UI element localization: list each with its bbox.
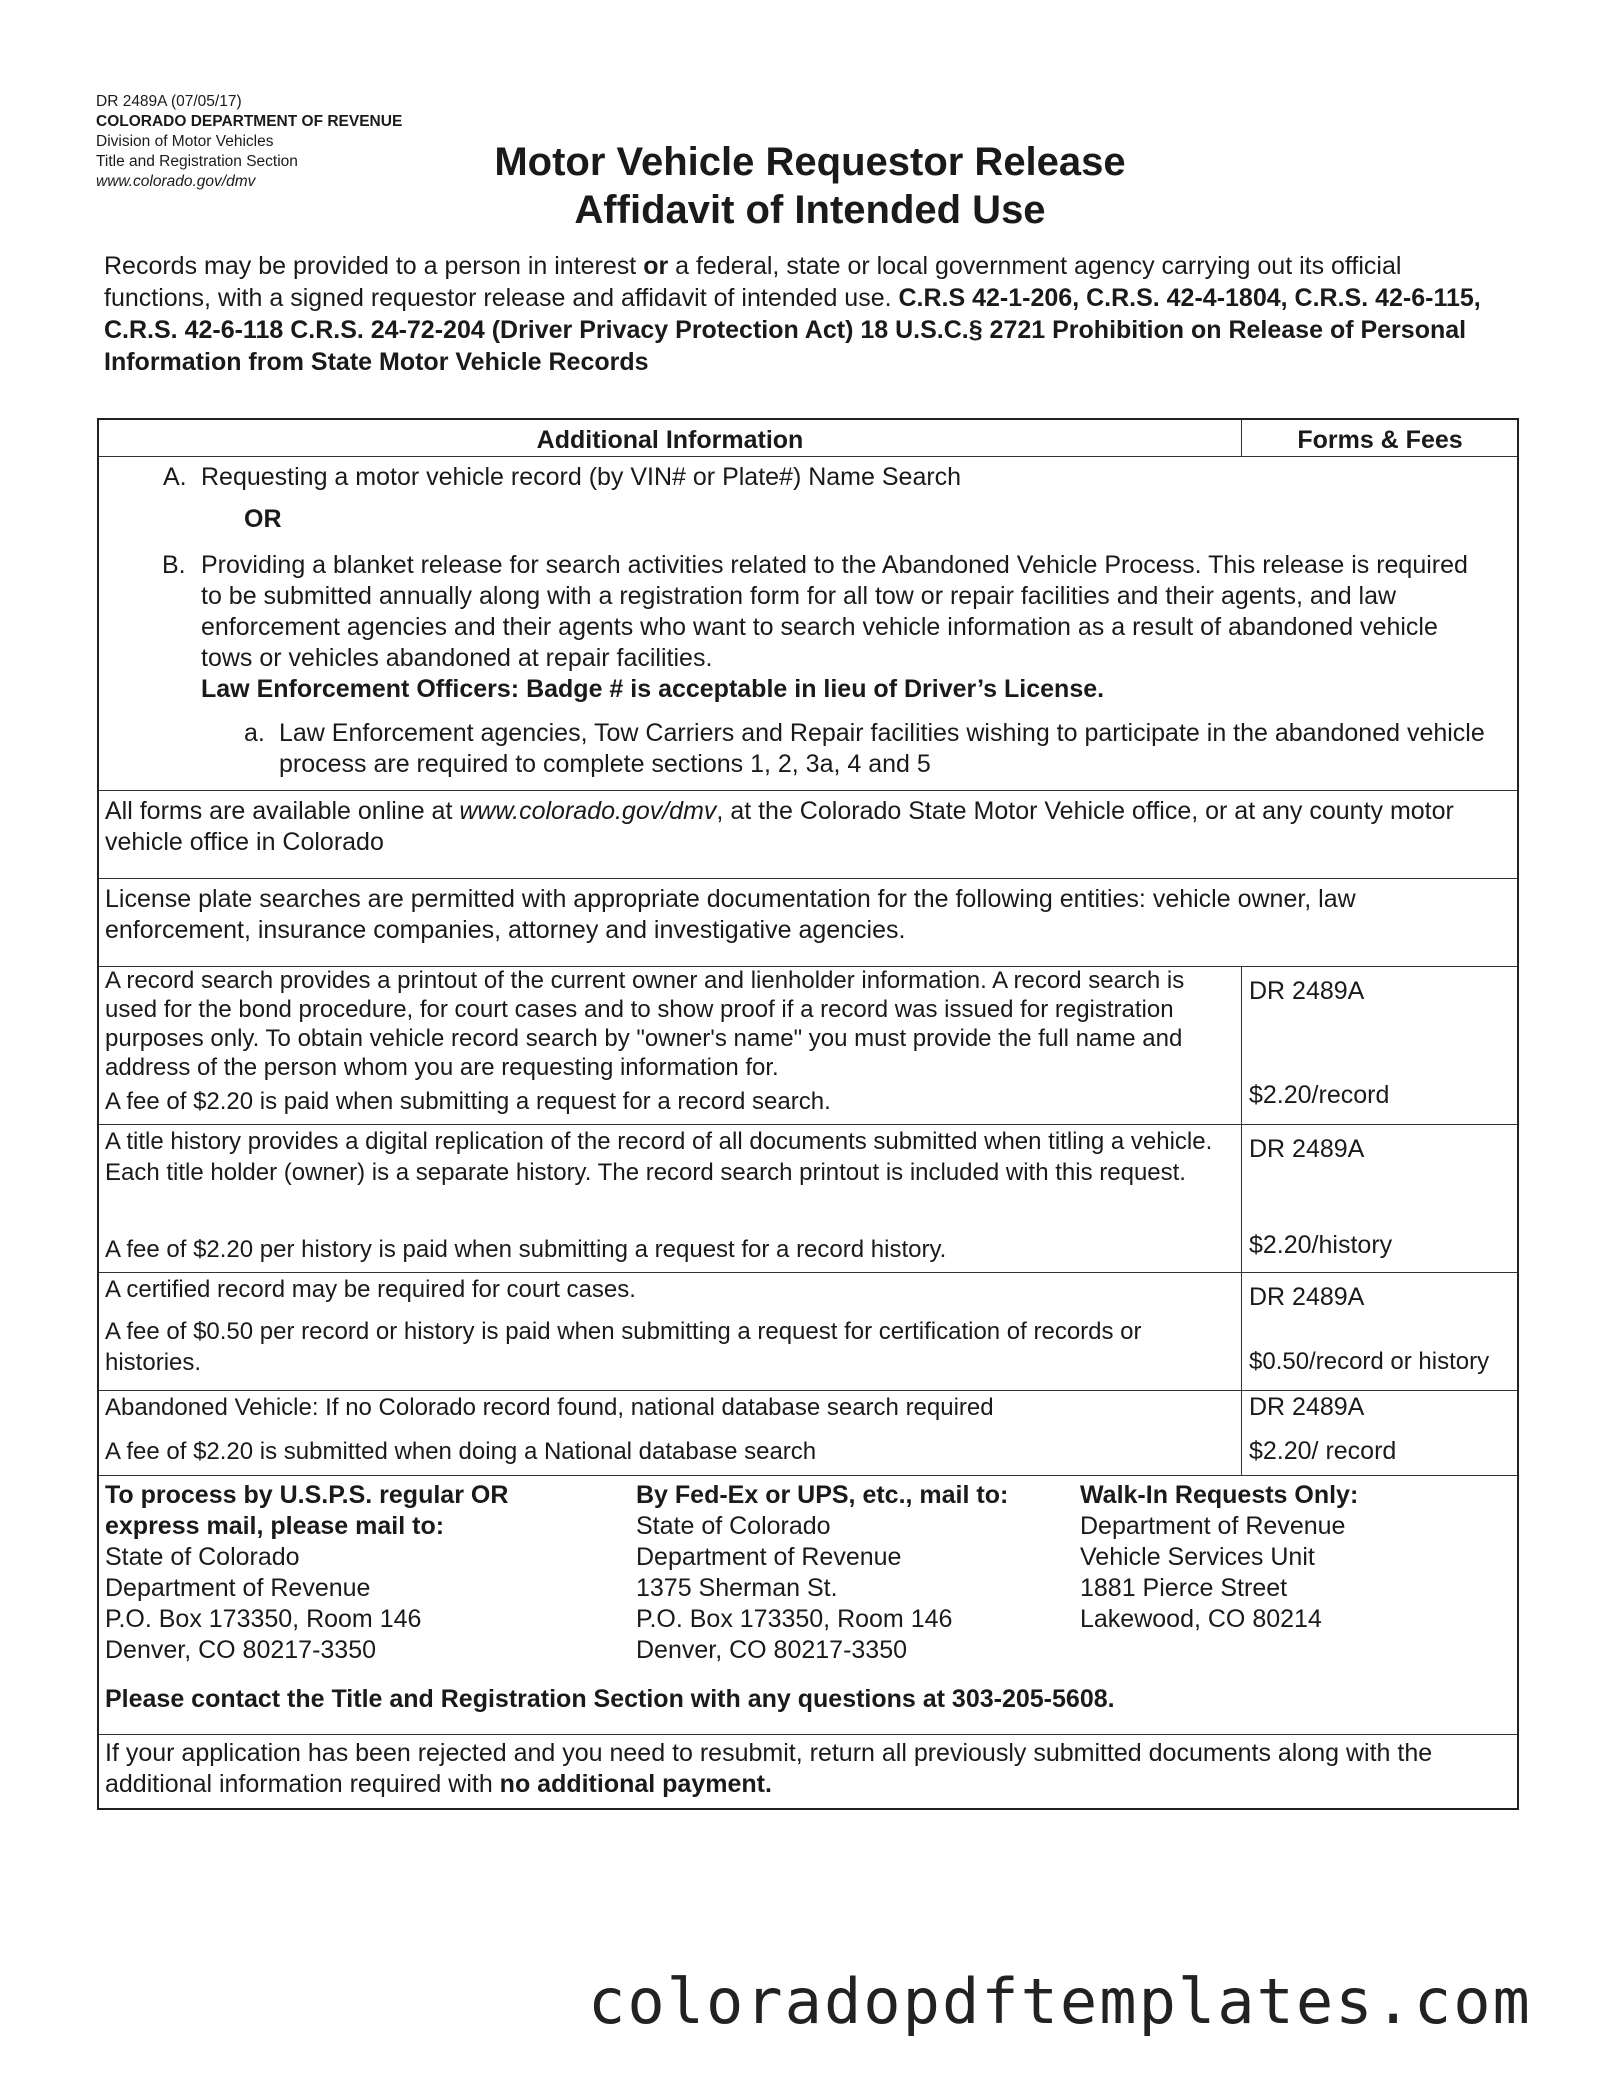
record-search-desc: A record search provides a printout of the current owner and lienholder information. A record search is used for the bond procedure, for court cases and to show proof if a record was issued for registration purposes only. To obtain vehicle record search by "owner's name" you must provide the full name and address of the person whom you are requesting information for. — [105, 967, 1185, 1081]
page-title — [400, 138, 1220, 234]
intro-or: or — [643, 252, 669, 280]
item-b-text: Providing a blanket release for search activities related to the Abandoned Vehicle Process. This release is required to be submitted annually along with a registration form for all tow or repair facilities and their agents, and law enforcement agencies and their agents who want to search vehicle information as a result of abandoned vehicle tows or vehicles abandoned at repair facilities. — [201, 551, 1468, 672]
forms-online-url[interactable]: www.colorado.gov/dmv — [459, 797, 717, 825]
certified-record-fee: $0.50/record or history — [1249, 1348, 1490, 1375]
certified-record-fee-text: A fee of $0.50 per record or history is paid when submitting a request for certification of records or histories. — [105, 1318, 1142, 1376]
title-history-desc: A title history provides a digital replication of the record of all documents submitted when titling a vehicle. Each title holder (owner) is a separate history. The record search printout is included with this request. — [105, 1128, 1213, 1186]
address-line: Vehicle Services Unit — [1080, 1543, 1315, 1571]
title-history-fee-text: A fee of $2.20 per history is paid when submitting a request for a record history. — [105, 1236, 947, 1263]
item-b-label: B. — [162, 551, 186, 579]
intro-text: Records may be provided to a person in interest — [104, 252, 644, 280]
forms-online-part-1: All forms are available online at — [105, 797, 460, 825]
resubmit-text: If your application has been rejected and you need to resubmit, return all previously submitted documents along with the additional information required with — [105, 1739, 1433, 1798]
website-link[interactable]: www.colorado.gov/dmv — [96, 173, 256, 190]
divider — [99, 1475, 1517, 1476]
law-enforcement-note: Law Enforcement Officers: Badge # is acceptable in lieu of Driver’s License. — [201, 675, 1105, 703]
contact-note: Please contact the Title and Registration Section with any questions at 303-205-5608. — [105, 1685, 1115, 1713]
address-line: P.O. Box 173350, Room 146 — [105, 1605, 422, 1633]
intro-paragraph — [104, 250, 1504, 378]
address-line: 1375 Sherman St. — [636, 1574, 838, 1602]
divider — [99, 1390, 1517, 1391]
watermark-text: coloradopdftemplates.com — [588, 1965, 1532, 2038]
divider — [99, 1272, 1517, 1273]
title-history-form: DR 2489A — [1249, 1135, 1365, 1163]
abandoned-vehicle-form: DR 2489A — [1249, 1393, 1365, 1421]
record-search-fee: $2.20/record — [1249, 1081, 1390, 1109]
address-line: State of Colorado — [105, 1543, 300, 1571]
info-table — [97, 418, 1519, 1810]
fedex-heading: By Fed-Ex or UPS, etc., mail to: — [636, 1481, 1009, 1509]
fedex-address — [636, 1480, 1076, 1666]
divider — [99, 456, 1517, 457]
department-name: COLORADO DEPARTMENT OF REVENUE — [96, 113, 403, 130]
usps-heading-2: express mail, please mail to: — [105, 1512, 445, 1540]
address-line: 1881 Pierce Street — [1080, 1574, 1288, 1602]
or-label: OR — [244, 505, 282, 533]
form-header — [96, 92, 402, 192]
forms-online-part-2: , at the Colorado State Motor Vehicle office, or at any county motor vehicle office in Colorado — [105, 797, 1454, 856]
address-line: State of Colorado — [636, 1512, 831, 1540]
forms-online-text — [105, 796, 1495, 858]
abandoned-vehicle-fee-text: A fee of $2.20 is submitted when doing a National database search — [105, 1438, 817, 1465]
usps-heading-1: To process by U.S.P.S. regular OR — [105, 1481, 509, 1509]
resubmit-note — [105, 1738, 1505, 1800]
col-header-info: Additional Information — [536, 426, 804, 454]
divider — [99, 1734, 1517, 1735]
walkin-heading: Walk-In Requests Only: — [1080, 1481, 1359, 1509]
address-line: P.O. Box 173350, Room 146 — [636, 1605, 953, 1633]
walkin-address — [1080, 1480, 1500, 1635]
intro-citations: C.R.S 42-1-206, C.R.S. 42-4-1804, C.R.S. 42-6-115, C.R.S. 42-6-118 C.R.S. 24-72-204 (Driver Privacy Protection Act) 18 U.S.C.§ 2721 Prohibition on Release of Personal Information from State Motor Vehicle Records — [104, 284, 1481, 376]
title-history-fee: $2.20/history — [1249, 1231, 1393, 1259]
divider — [99, 1124, 1517, 1125]
divider — [99, 790, 1517, 791]
address-line: Denver, CO 80217-3350 — [636, 1636, 908, 1664]
col-header-fees: Forms & Fees — [1297, 426, 1463, 454]
item-a-label: A. — [163, 463, 187, 491]
address-line: Department of Revenue — [636, 1543, 902, 1571]
address-line: Department of Revenue — [105, 1574, 371, 1602]
certified-record-form: DR 2489A — [1249, 1283, 1365, 1311]
abandoned-vehicle-desc: Abandoned Vehicle: If no Colorado record found, national database search required — [105, 1394, 994, 1421]
intro-text-2: a federal, state or local government agency carrying out its official functions, with a signed requestor release and affidavit of intended use. — [104, 252, 1402, 312]
title-line-2: Affidavit of Intended Use — [574, 188, 1046, 232]
record-search-fee-text: A fee of $2.20 is paid when submitting a request for a record search. — [105, 1088, 831, 1115]
col-divider — [1241, 966, 1242, 1476]
division-name: Division of Motor Vehicles — [96, 133, 274, 150]
plate-search-text: License plate searches are permitted with appropriate documentation for the following entities: vehicle owner, law enforcement, insurance companies, attorney and investigative agencies. — [105, 885, 1356, 944]
divider — [99, 878, 1517, 879]
address-line: Lakewood, CO 80214 — [1080, 1605, 1322, 1633]
certified-record-desc: A certified record may be required for court cases. — [105, 1276, 636, 1303]
form-id: DR 2489A (07/05/17) — [96, 93, 242, 110]
abandoned-vehicle-fee: $2.20/ record — [1249, 1437, 1397, 1465]
usps-address — [105, 1480, 625, 1666]
section-name: Title and Registration Section — [96, 153, 298, 170]
address-line: Denver, CO 80217-3350 — [105, 1636, 377, 1664]
record-search-form: DR 2489A — [1249, 977, 1365, 1005]
sub-a-text: Law Enforcement agencies, Tow Carriers and Repair facilities wishing to participate in the abandoned vehicle process are required to complete sections 1, 2, 3a, 4 and 5 — [279, 719, 1485, 778]
item-a-text: Requesting a motor vehicle record (by VIN# or Plate#) Name Search — [201, 463, 962, 491]
title-line-1: Motor Vehicle Requestor Release — [494, 140, 1126, 184]
resubmit-bold: no additional payment. — [499, 1770, 772, 1798]
address-line: Department of Revenue — [1080, 1512, 1346, 1540]
sub-a-label: a. — [244, 719, 265, 747]
